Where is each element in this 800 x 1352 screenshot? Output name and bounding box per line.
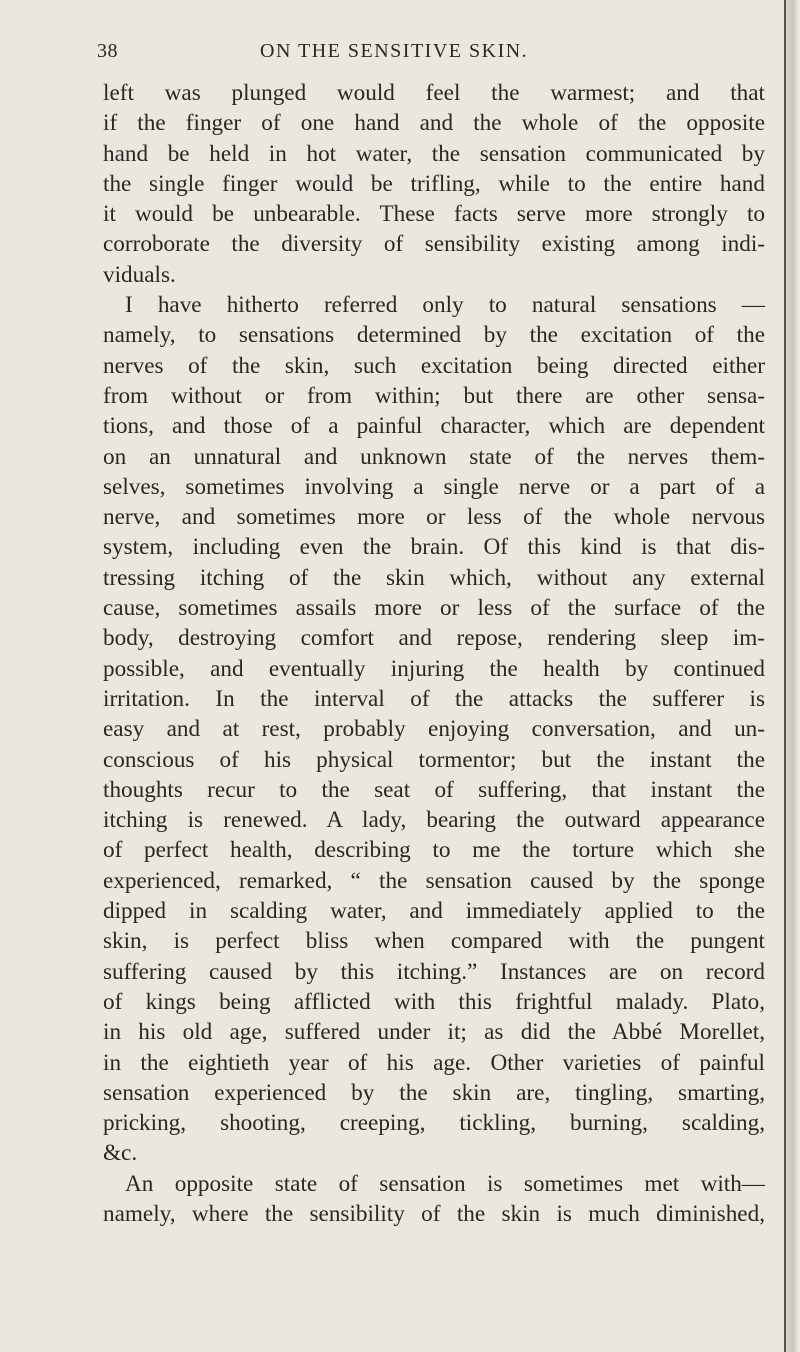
text-line: nerves of the skin, such excitation being directed either <box>103 352 765 379</box>
text-line: I have hitherto referred only to natural sensations — <box>125 292 765 319</box>
text-line: irritation. In the interval of the attacks the sufferer is <box>103 685 765 712</box>
page-number: 38 <box>97 40 118 62</box>
page-edge <box>786 0 800 1352</box>
text-line: An opposite state of sensation is sometimes met with— <box>125 1170 765 1197</box>
text-line: system, including even the brain. Of this kind is that dis- <box>103 534 765 561</box>
text-line: tions, and those of a painful character, which are dependent <box>103 413 765 440</box>
text-line: cause, sometimes assails more or less of the surface of the <box>103 595 765 622</box>
text-line: experienced, remarked, “ the sensation caused by the sponge <box>103 867 765 894</box>
text-line: namely, where the sensibility of the skin is much diminished, <box>103 1200 765 1227</box>
text-line: from without or from within; but there are other sensa- <box>103 382 765 409</box>
body-text <box>103 78 765 1229</box>
text-line: tressing itching of the skin which, without any external <box>103 564 765 591</box>
page-header <box>97 40 757 74</box>
text-line: suffering caused by this itching.” Instances are on record <box>103 958 765 985</box>
text-line: itching is renewed. A lady, bearing the outward appearance <box>103 807 765 834</box>
text-line: easy and at rest, probably enjoying conversation, and un- <box>103 716 765 743</box>
text-line: conscious of his physical tormentor; but the instant the <box>103 746 765 773</box>
text-line: nerve, and sometimes more or less of the whole nervous <box>103 504 765 531</box>
text-line: &c. <box>103 1140 138 1167</box>
text-line: of kings being afflicted with this frightful malady. Plato, <box>103 988 765 1015</box>
text-line: skin, is perfect bliss when compared with the pungent <box>103 928 765 955</box>
text-line: possible, and eventually injuring the health by continued <box>103 655 765 682</box>
text-line: in his old age, suffered under it; as did the Abbé Morellet, <box>103 1019 765 1046</box>
text-line: viduals. <box>103 261 176 288</box>
text-line: hand be held in hot water, the sensation communicated by <box>103 140 765 167</box>
text-line: dipped in scalding water, and immediately applied to the <box>103 898 765 925</box>
text-line: corroborate the diversity of sensibility existing among indi- <box>103 231 765 258</box>
text-line: body, destroying comfort and repose, rendering sleep im- <box>103 625 765 652</box>
text-line: it would be unbearable. These facts serve more strongly to <box>103 201 765 228</box>
text-line: the single finger would be trifling, while to the entire hand <box>103 170 765 197</box>
text-line: pricking, shooting, creeping, tickling, burning, scalding, <box>103 1110 765 1137</box>
text-line: of perfect health, describing to me the torture which she <box>103 837 765 864</box>
text-line: if the finger of one hand and the whole of the opposite <box>103 110 765 137</box>
text-line: namely, to sensations determined by the excitation of the <box>103 322 765 349</box>
text-line: selves, sometimes involving a single nerve or a part of a <box>103 473 765 500</box>
running-head: ON THE SENSITIVE SKIN. <box>260 40 529 62</box>
text-line: thoughts recur to the seat of suffering, that instant the <box>103 776 765 803</box>
text-line: left was plunged would feel the warmest; and that <box>103 80 765 106</box>
text-line: in the eightieth year of his age. Other varieties of painful <box>103 1049 765 1076</box>
text-line: sensation experienced by the skin are, tingling, smarting, <box>103 1079 765 1106</box>
text-line: on an unnatural and unknown state of the nerves them- <box>103 443 765 470</box>
